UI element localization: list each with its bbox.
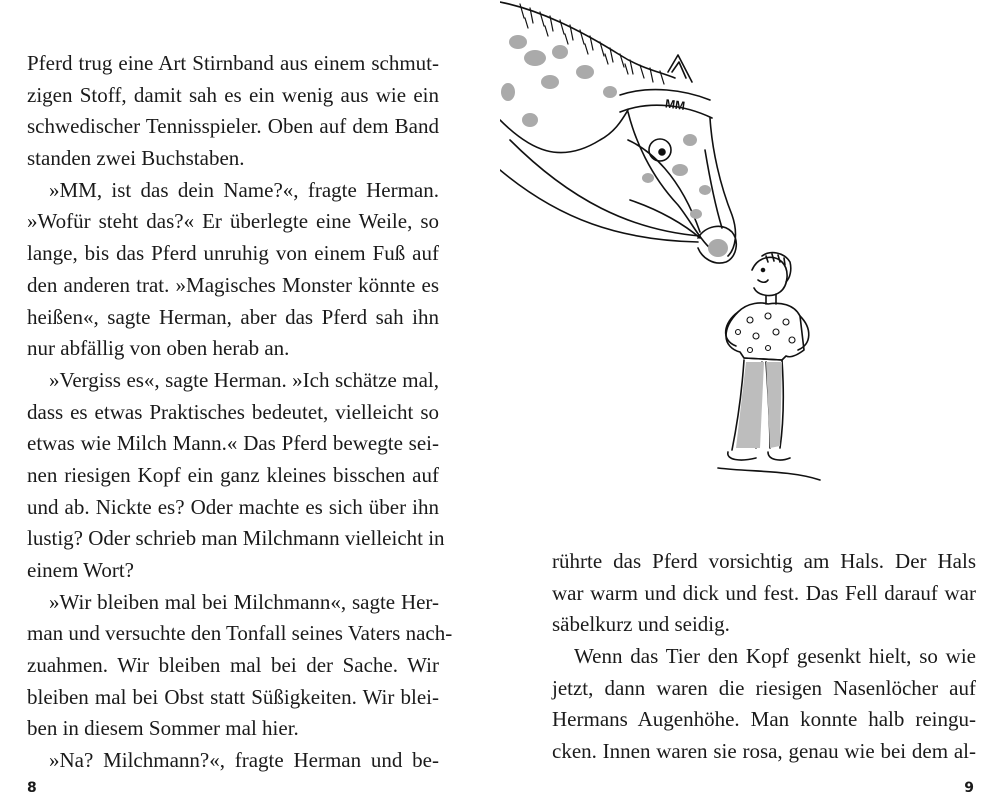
page-number: 8 <box>27 780 37 796</box>
text-line: war warm und dick und fest. Das Fell darauf war <box>552 580 976 605</box>
text-line: Wenn das Tier den Kopf gesenkt hielt, so wie <box>574 644 976 669</box>
text-line: etwas wie Milch Mann.« Das Pferd bewegte sei- <box>27 431 439 456</box>
text-line: heißen«, sagte Herman, aber das Pferd sah ihn <box>27 304 439 329</box>
headband-label: MM <box>664 96 686 114</box>
text-line: jetzt, dann waren die riesigen Nasenlöcher auf <box>552 675 976 700</box>
text-line: »Wir bleiben mal bei Milchmann«, sagte Her- <box>49 589 439 614</box>
text-line: »Na? Milchmann?«, fragte Herman und be- <box>49 748 439 773</box>
text-line: säbelkurz und seidig. <box>552 612 730 637</box>
right-page <box>500 0 1000 800</box>
text-line: den anderen trat. »Magisches Monster könnte es <box>27 272 439 297</box>
text-line: einem Wort? <box>27 558 134 582</box>
text-line: lustig? Oder schrieb man Milchmann vielleicht in <box>27 526 445 551</box>
page-number: 9 <box>964 780 974 796</box>
text-line: cken. Innen waren sie rosa, genau wie bei dem al- <box>552 739 976 764</box>
horse-and-boy-illustration <box>500 0 840 500</box>
text-line: »Vergiss es«, sagte Herman. »Ich schätze mal, <box>49 367 439 392</box>
text-line: Pferd trug eine Art Stirnband aus einem schmut- <box>27 51 439 75</box>
text-line: und ab. Nickte es? Oder machte es sich über ihn <box>27 494 439 519</box>
right-page-text <box>552 546 976 768</box>
text-line: nur abfällig von oben herab an. <box>27 336 290 361</box>
text-line: ben in diesem Sommer mal hier. <box>27 716 299 741</box>
left-page-text <box>27 48 453 777</box>
text-line: lange, bis das Pferd unruhig von einem Fuß auf <box>27 241 439 266</box>
text-line: Hermans Augenhöhe. Man konnte halb reingu- <box>552 707 976 732</box>
text-line: dass es etwas Praktisches bedeutet, vielleicht so <box>27 399 439 424</box>
text-line: man und versuchte den Tonfall seines Vaters nach- <box>27 621 453 646</box>
text-line: nen riesigen Kopf ein ganz kleines bisschen auf <box>27 462 439 487</box>
text-line: rührte das Pferd vorsichtig am Hals. Der Hals <box>552 549 976 573</box>
text-line: zuahmen. Wir bleiben mal bei der Sache. Wir <box>27 653 439 678</box>
text-line: zigen Stoff, damit sah es ein wenig aus wie ein <box>27 82 439 107</box>
text-line: schwedischer Tennisspieler. Oben auf dem Band <box>27 114 439 139</box>
text-line: »MM, ist das dein Name?«, fragte Herman. <box>49 177 439 202</box>
text-line: »Wofür steht das?« Er überlegte eine Weile, so <box>27 209 439 234</box>
text-line: bleiben mal bei Obst statt Süßigkeiten. Wir blei- <box>27 684 439 709</box>
text-line: standen zwei Buchstaben. <box>27 146 245 171</box>
